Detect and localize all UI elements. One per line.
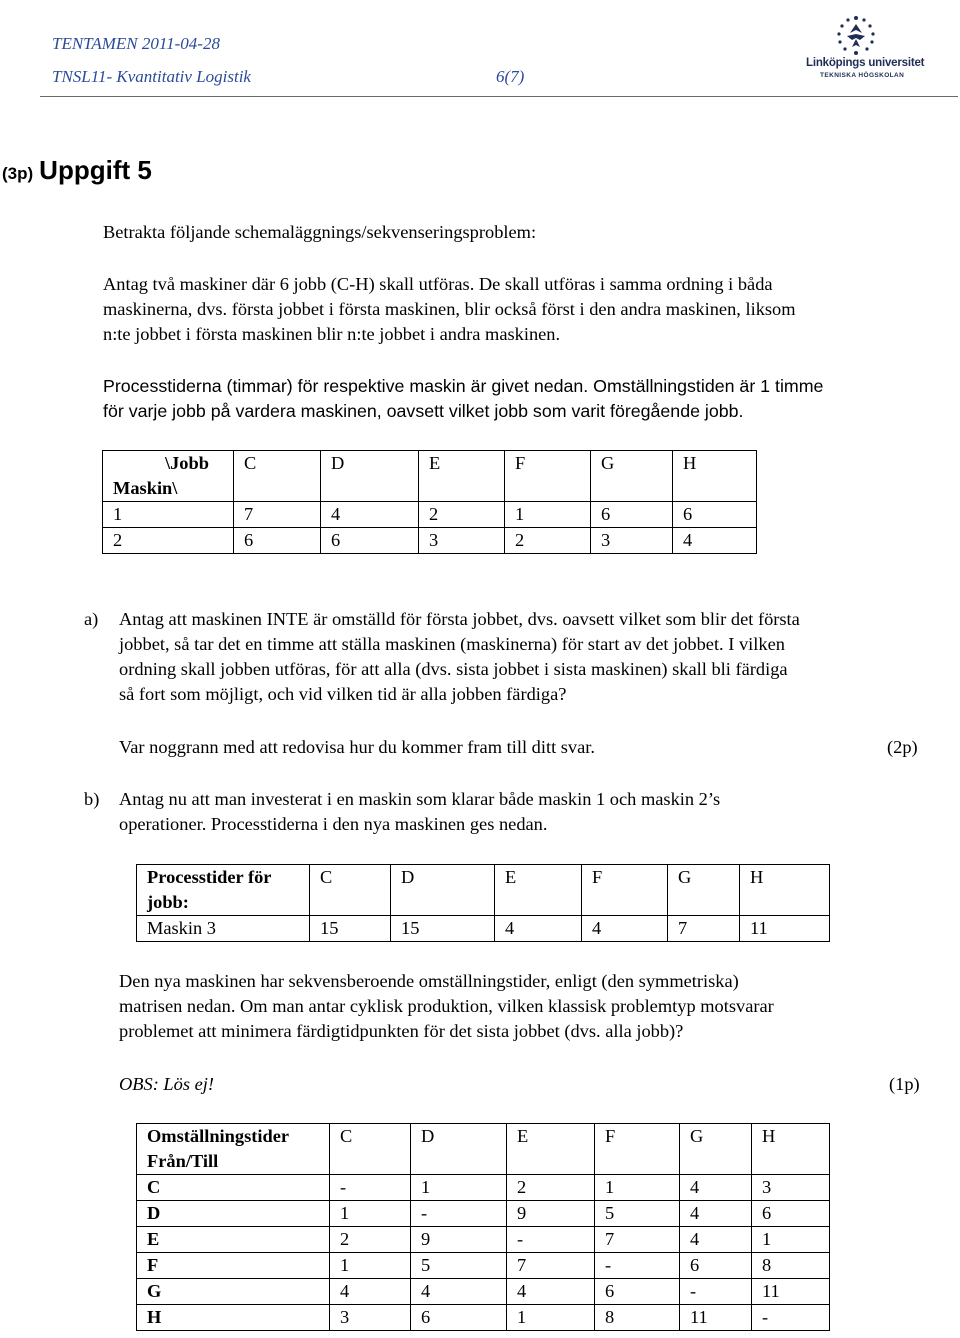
table-cell: 11 (740, 916, 830, 942)
table-cell: 1 (595, 1175, 680, 1201)
row-header: H (137, 1305, 330, 1331)
task-title: Uppgift 5 (39, 155, 152, 185)
column-header: H (673, 451, 757, 502)
task-points: (3p) (2, 164, 34, 183)
table-cell: 2 (330, 1227, 411, 1253)
part-b-points: (1p) (889, 1074, 920, 1094)
table-cell: - (595, 1253, 680, 1279)
text-line: Antag att maskinen INTE är omställd för första jobbet, dvs. oavsett vilket som blir det första (119, 609, 800, 629)
table-cell: 1 (752, 1227, 830, 1253)
table-cell: 4 (680, 1227, 752, 1253)
table-cell: 1 (330, 1253, 411, 1279)
table-cell: 7 (595, 1227, 680, 1253)
text-line: Den nya maskinen har sekvensberoende omställningstider, enligt (den symmetriska) (119, 971, 739, 991)
table-corner-cell (103, 451, 234, 502)
part-a-text (119, 607, 800, 707)
part-a-note: Var noggrann med att redovisa hur du kommer fram till ditt svar. (119, 737, 595, 757)
table-cell: 1 (411, 1175, 507, 1201)
table-cell: 1 (505, 502, 591, 528)
header-page-number: 6(7) (496, 67, 525, 86)
table-row (137, 1201, 830, 1227)
text-line: jobbet, så tar det en timme att ställa maskinen (maskinerna) för start av det jobbet. I vilken (119, 634, 785, 654)
university-logo-icon (800, 6, 912, 82)
row-header: C (137, 1175, 330, 1201)
table-cell: 6 (680, 1253, 752, 1279)
table-cell: 4 (321, 502, 419, 528)
table-cell: 7 (234, 502, 321, 528)
header-course: TNSL11- Kvantitativ Logistik (52, 67, 251, 86)
part-b-label: b) (84, 789, 100, 809)
machine3-times-table (136, 864, 830, 942)
column-header: H (752, 1124, 830, 1175)
table-cell: 3 (419, 528, 505, 554)
column-header: G (668, 865, 740, 916)
table-cell: 11 (680, 1305, 752, 1331)
table-header-row (103, 451, 757, 502)
table-cell: 4 (680, 1201, 752, 1227)
table-cell: 5 (411, 1253, 507, 1279)
text-line: maskinerna, dvs. första jobbet i första maskinen, blir också först i den andra maskinen, liksom (103, 299, 796, 319)
table-cell: 11 (752, 1279, 830, 1305)
column-header: F (582, 865, 668, 916)
table-cell: 2 (505, 528, 591, 554)
intro-paragraph-3 (103, 374, 823, 424)
table-cell: 6 (591, 502, 673, 528)
column-header: C (330, 1124, 411, 1175)
table-cell: 3 (752, 1175, 830, 1201)
table-cell: 3 (591, 528, 673, 554)
table-header-row (137, 865, 830, 916)
table-cell: 1 (330, 1201, 411, 1227)
column-header: C (310, 865, 391, 916)
table-cell: 4 (507, 1279, 595, 1305)
part-a-label: a) (84, 609, 99, 629)
table-row (137, 1253, 830, 1279)
table-cell: - (507, 1227, 595, 1253)
table-cell: 4 (495, 916, 582, 942)
corner-line: Omställningstider (147, 1126, 290, 1146)
text-line: Antag två maskiner där 6 jobb (C-H) skall utföras. De skall utföras i samma ordning i båda (103, 274, 773, 294)
table-row (103, 502, 757, 528)
table-row (137, 1175, 830, 1201)
table-cell: - (330, 1175, 411, 1201)
table-cell: 5 (595, 1201, 680, 1227)
text-line: för varje jobb på vardera maskinen, oavsett vilket jobb som varit föregående jobb. (103, 401, 744, 421)
corner-line: jobb: (147, 892, 189, 912)
table-corner-cell (137, 1124, 330, 1175)
table-cell: 4 (673, 528, 757, 554)
column-header: E (419, 451, 505, 502)
table-cell: - (411, 1201, 507, 1227)
text-line: problemet att minimera färdigtidpunkten för det sista jobbet (dvs. alla jobb)? (119, 1021, 684, 1041)
column-header: F (505, 451, 591, 502)
table-cell: 7 (668, 916, 740, 942)
table-cell: 9 (507, 1201, 595, 1227)
table-cell: 6 (321, 528, 419, 554)
obs-note: OBS: Lös ej! (119, 1074, 215, 1094)
row-header: E (137, 1227, 330, 1253)
table-cell: 4 (680, 1175, 752, 1201)
text-line: matrisen nedan. Om man antar cyklisk produktion, vilken klassisk problemtyp motsvarar (119, 996, 774, 1016)
text-line: så fort som möjligt, och vid vilken tid är alla jobben färdiga? (119, 684, 567, 704)
column-header: G (680, 1124, 752, 1175)
table-cell: 9 (411, 1227, 507, 1253)
text-line: Processtiderna (timmar) för respektive maskin är givet nedan. Omställningstiden är 1 timme (103, 376, 824, 396)
table-cell: 2 (419, 502, 505, 528)
table-cell: 6 (673, 502, 757, 528)
part-b-text (119, 787, 720, 837)
table-cell: 15 (391, 916, 495, 942)
column-header: D (411, 1124, 507, 1175)
column-header: F (595, 1124, 680, 1175)
column-header: C (234, 451, 321, 502)
column-header: G (591, 451, 673, 502)
table-cell: 15 (310, 916, 391, 942)
intro-paragraph-1: Betrakta följande schemaläggnings/sekvenseringsproblem: (103, 222, 537, 242)
table-cell: 8 (752, 1253, 830, 1279)
processing-times-table (102, 450, 757, 554)
task-heading (2, 155, 152, 186)
table-cell: - (752, 1305, 830, 1331)
table-cell: - (680, 1279, 752, 1305)
part-a-points: (2p) (887, 737, 918, 757)
row-header: F (137, 1253, 330, 1279)
corner-bottom-label: Maskin\ (113, 478, 178, 498)
table-cell: 2 (103, 528, 234, 554)
table-cell: 4 (411, 1279, 507, 1305)
table-header-row (137, 1124, 830, 1175)
setup-times-matrix (136, 1123, 830, 1331)
table-cell: 3 (330, 1305, 411, 1331)
corner-top-label: \Jobb (165, 453, 209, 473)
logo-subtitle: TEKNISKA HÖGSKOLAN (820, 72, 905, 79)
table-cell: 2 (507, 1175, 595, 1201)
corner-line: Från/Till (147, 1151, 219, 1171)
text-line: n:te jobbet i första maskinen blir n:te jobbet i andra maskinen. (103, 324, 561, 344)
table-row (137, 1305, 830, 1331)
table-row (137, 1227, 830, 1253)
table-cell: Maskin 3 (137, 916, 310, 942)
table-corner-cell (137, 865, 310, 916)
column-header: D (321, 451, 419, 502)
column-header: E (507, 1124, 595, 1175)
part-b-followup (119, 969, 774, 1044)
table-cell: 6 (234, 528, 321, 554)
logo-name: Linköpings universitet (806, 57, 925, 69)
table-cell: 1 (507, 1305, 595, 1331)
table-cell: 7 (507, 1253, 595, 1279)
column-header: E (495, 865, 582, 916)
row-header: G (137, 1279, 330, 1305)
table-row (137, 1279, 830, 1305)
table-cell: 6 (752, 1201, 830, 1227)
table-cell: 4 (582, 916, 668, 942)
table-row (137, 916, 830, 942)
intro-paragraph-2 (103, 272, 796, 347)
table-cell: 4 (330, 1279, 411, 1305)
text-line: Antag nu att man investerat i en maskin som klarar både maskin 1 och maskin 2’s (119, 789, 721, 809)
corner-line: Processtider för (147, 867, 272, 887)
table-cell: 6 (595, 1279, 680, 1305)
header-divider (40, 96, 958, 97)
text-line: operationer. Processtiderna i den nya maskinen ges nedan. (119, 814, 548, 834)
column-header: H (740, 865, 830, 916)
text-line: ordning skall jobben utföras, för att alla (dvs. sista jobbet i sista maskinen) skall bli färdiga (119, 659, 788, 679)
table-cell: 6 (411, 1305, 507, 1331)
table-row (103, 528, 757, 554)
table-cell: 8 (595, 1305, 680, 1331)
row-header: D (137, 1201, 330, 1227)
table-cell: 1 (103, 502, 234, 528)
header-exam-date: TENTAMEN 2011-04-28 (52, 34, 220, 53)
column-header: D (391, 865, 495, 916)
